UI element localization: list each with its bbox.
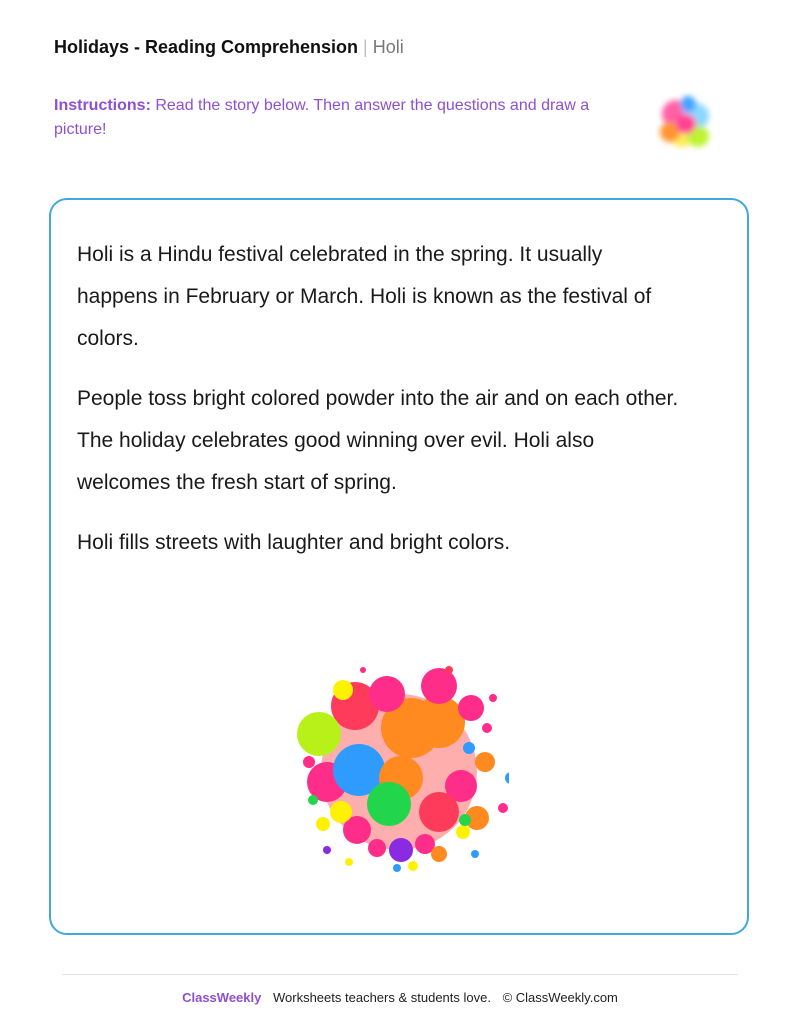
- title-separator: |: [363, 37, 368, 57]
- footer-divider: [62, 974, 738, 975]
- story-paragraph-2: People toss bright colored powder into the air and on each other. The holiday celebrates good winning over evil. Holi also welcomes the fresh start of spring.: [77, 387, 679, 494]
- worksheet-title: Holidays - Reading Comprehension: [54, 37, 359, 57]
- color-powder-splash-icon: [640, 78, 732, 170]
- instructions-label: Instructions:: [54, 97, 151, 114]
- footer-tagline: Worksheets teachers & students love.: [272, 990, 491, 1005]
- instructions-text: Read the story below. Then answer the questions and draw a picture!: [54, 97, 590, 138]
- footer-brand: ClassWeekly: [182, 990, 262, 1005]
- instructions: [54, 94, 614, 142]
- story-text: [77, 234, 687, 582]
- worksheet-topic: Holi: [372, 37, 404, 57]
- footer-copyright: © ClassWeekly.com: [502, 990, 618, 1005]
- page-title: [54, 37, 404, 58]
- story-paragraph-1: Holi is a Hindu festival celebrated in the spring. It usually happens in February or March. Holi is known as the festival of colors.: [77, 243, 652, 350]
- story-box: [49, 198, 749, 935]
- holi-paint-splash-illustration: [289, 662, 509, 882]
- footer: [0, 990, 800, 1005]
- story-paragraph-3: Holi fills streets with laughter and bright colors.: [77, 531, 511, 554]
